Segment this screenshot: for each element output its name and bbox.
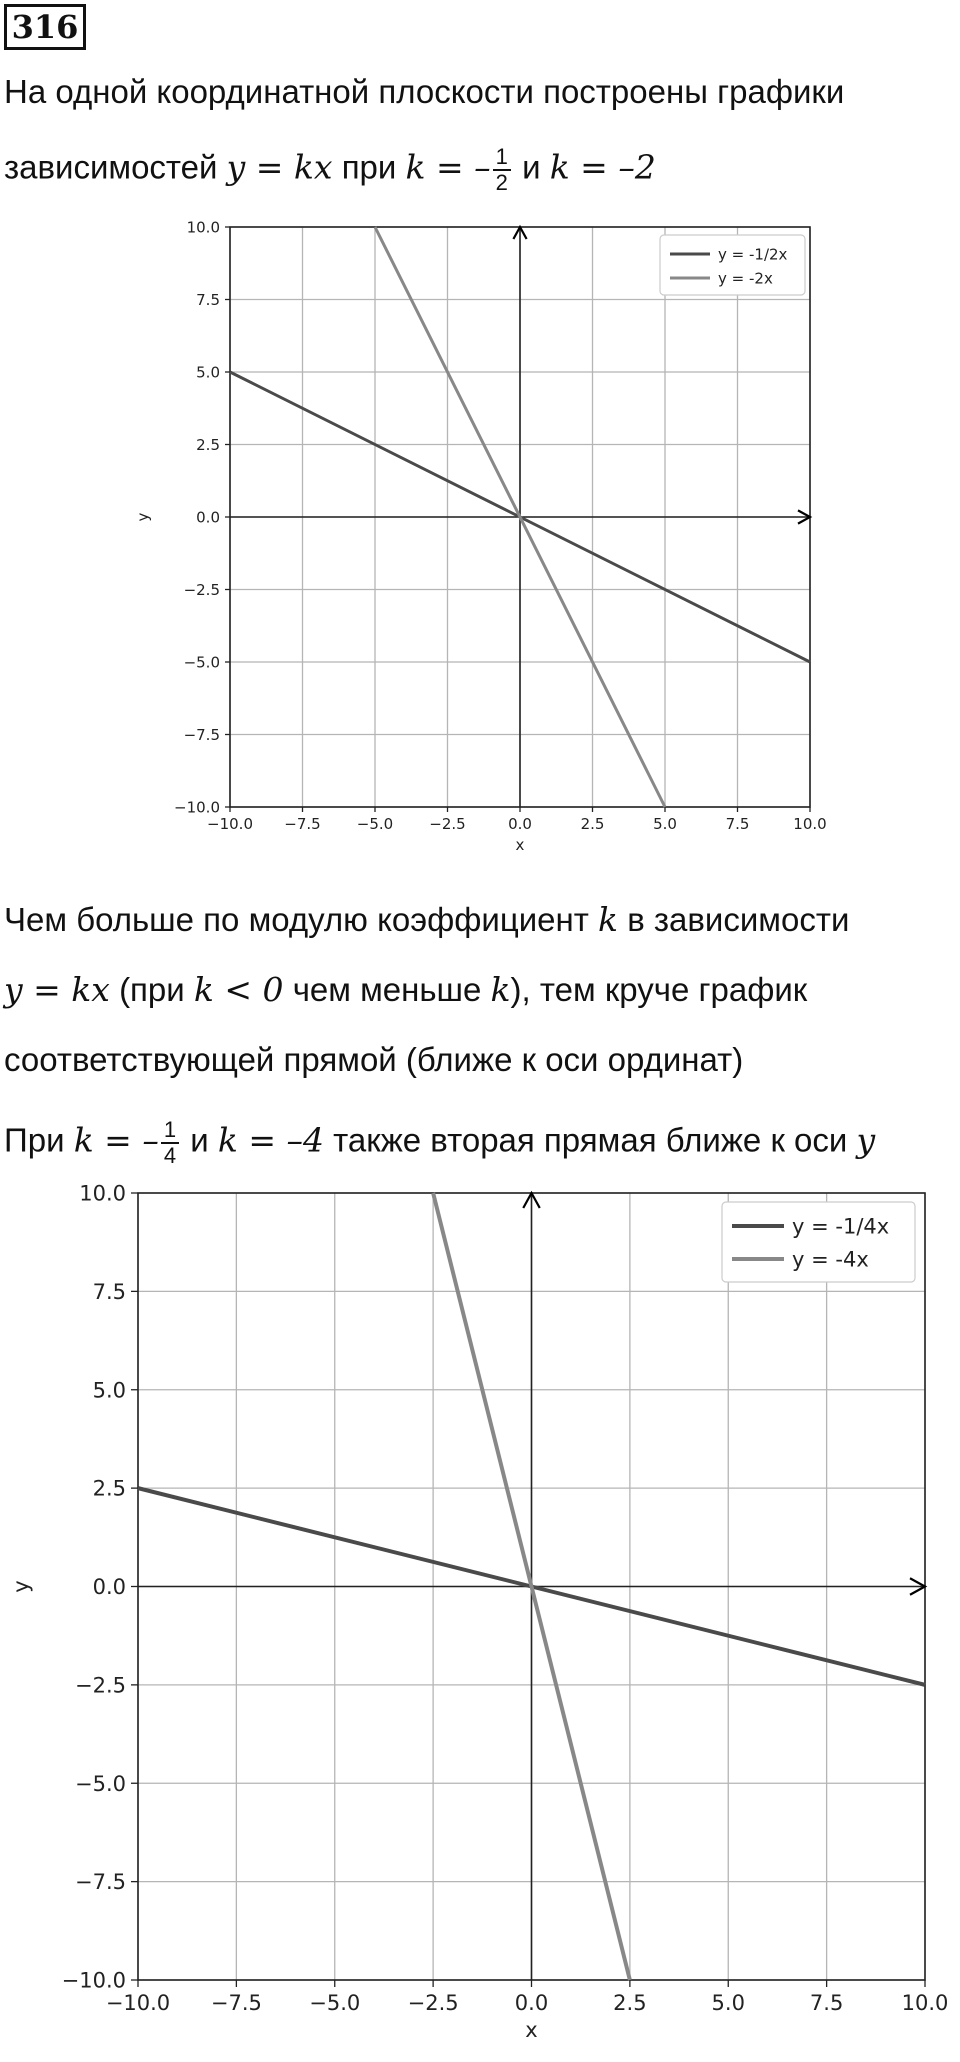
x-tick-label: 10.0 xyxy=(901,1991,949,2015)
explain-text-2: в зависимости xyxy=(627,901,850,938)
y-tick-label: 5.0 xyxy=(196,363,220,382)
x-tick-label: 2.5 xyxy=(613,1991,647,2015)
x-axis-label: x xyxy=(525,2018,538,2042)
legend-label-1: y = -1/2x xyxy=(718,245,788,264)
condition-k-negative: k < 0 xyxy=(193,970,284,1009)
axis-y-label: y xyxy=(856,1120,876,1160)
fraction-numerator-2: 1 xyxy=(161,1118,179,1144)
explain-text-5: ), тем круче график xyxy=(510,971,808,1008)
explain-text-1: Чем больше по модулю коэффициент xyxy=(4,901,589,938)
chart-2 xyxy=(0,1180,960,2060)
intro-text-1: зависимостей xyxy=(4,148,218,186)
explain-line-4 xyxy=(4,1118,875,1168)
y-tick-label: −7.5 xyxy=(75,1870,126,1895)
explain-text-3: (при xyxy=(119,971,185,1008)
y-tick-label: 7.5 xyxy=(92,1279,126,1304)
x-tick-label: 5.0 xyxy=(653,815,677,833)
legend-label-2: y = -2x xyxy=(718,269,773,288)
intro-text-2: при xyxy=(341,148,397,186)
equation-y-kx: y = kx xyxy=(226,147,333,187)
k2-value: k = –2 xyxy=(549,147,656,187)
intro-line-2 xyxy=(4,145,656,195)
y-tick-label: 10.0 xyxy=(79,1181,126,1206)
y-tick-label: −10.0 xyxy=(61,1968,126,1993)
k1-lhs: k = – xyxy=(405,147,491,187)
intro-line-1: На одной координатной плоскости построены графики xyxy=(4,73,845,110)
x-tick-label: −5.0 xyxy=(309,1991,361,2015)
y-tick-label: 0.0 xyxy=(92,1575,126,1600)
x-tick-label: 0.0 xyxy=(514,1991,549,2015)
y-tick-label: 7.5 xyxy=(196,290,220,309)
y-tick-label: 2.5 xyxy=(92,1476,126,1501)
x-tick-label: −7.5 xyxy=(210,1991,262,2015)
x-axis-label: x xyxy=(515,836,525,854)
y-tick-label: −5.0 xyxy=(75,1771,126,1796)
y-tick-label: −10.0 xyxy=(174,798,220,817)
x-tick-label: −10.0 xyxy=(105,1991,171,2015)
y-axis-label: y xyxy=(134,512,152,522)
fraction-denominator-2: 4 xyxy=(163,1143,177,1168)
x-tick-label: 0.0 xyxy=(508,815,532,833)
x-tick-label: 5.0 xyxy=(711,1991,745,2015)
x-tick-label: −7.5 xyxy=(284,815,321,833)
explain-text-7: и xyxy=(190,1121,209,1159)
explain-line-1 xyxy=(4,898,849,942)
x-tick-label: −2.5 xyxy=(429,815,466,833)
y-tick-label: −5.0 xyxy=(183,653,220,672)
coef-k-2: k xyxy=(490,970,511,1009)
y-tick-label: −7.5 xyxy=(183,725,220,744)
problem-number: 316 xyxy=(4,4,86,50)
x-tick-label: −2.5 xyxy=(407,1991,459,2015)
y-tick-label: 10.0 xyxy=(186,218,220,237)
x-tick-label: −5.0 xyxy=(356,815,394,833)
fraction-one-half xyxy=(493,145,511,195)
x-tick-label: −10.0 xyxy=(207,815,253,833)
intro-text-3: и xyxy=(522,148,541,186)
k3-lhs: k = – xyxy=(73,1120,159,1160)
legend-label-1: y = -1/4x xyxy=(792,1214,890,1239)
y-axis-label: y xyxy=(9,1580,33,1593)
y-tick-label: 0.0 xyxy=(196,508,220,527)
explain-line-2 xyxy=(4,968,807,1012)
chart-1 xyxy=(0,210,960,870)
explain-text-8: также вторая прямая ближе к оси xyxy=(333,1121,848,1159)
k4-value: k = –4 xyxy=(217,1120,324,1160)
explain-line-3: соответствующей прямой (ближе к оси ординат) xyxy=(4,1041,744,1078)
legend-label-2: y = -4x xyxy=(792,1247,869,1272)
equation-y-kx-2: y = kx xyxy=(4,970,110,1009)
x-tick-label: 7.5 xyxy=(725,815,750,833)
fraction-denominator: 2 xyxy=(495,170,508,195)
coef-k: k xyxy=(598,900,619,939)
y-tick-label: 5.0 xyxy=(92,1378,126,1403)
x-tick-label: 2.5 xyxy=(580,815,605,833)
y-tick-label: −2.5 xyxy=(75,1673,126,1698)
y-tick-label: 2.5 xyxy=(196,435,220,454)
y-tick-label: −2.5 xyxy=(183,580,220,599)
fraction-numerator: 1 xyxy=(493,145,511,171)
fraction-one-quarter xyxy=(161,1118,179,1168)
x-tick-label: 7.5 xyxy=(809,1991,844,2015)
explain-text-4: чем меньше xyxy=(292,971,482,1008)
x-tick-label: 10.0 xyxy=(793,815,827,833)
explain-text-6: При xyxy=(4,1121,65,1159)
